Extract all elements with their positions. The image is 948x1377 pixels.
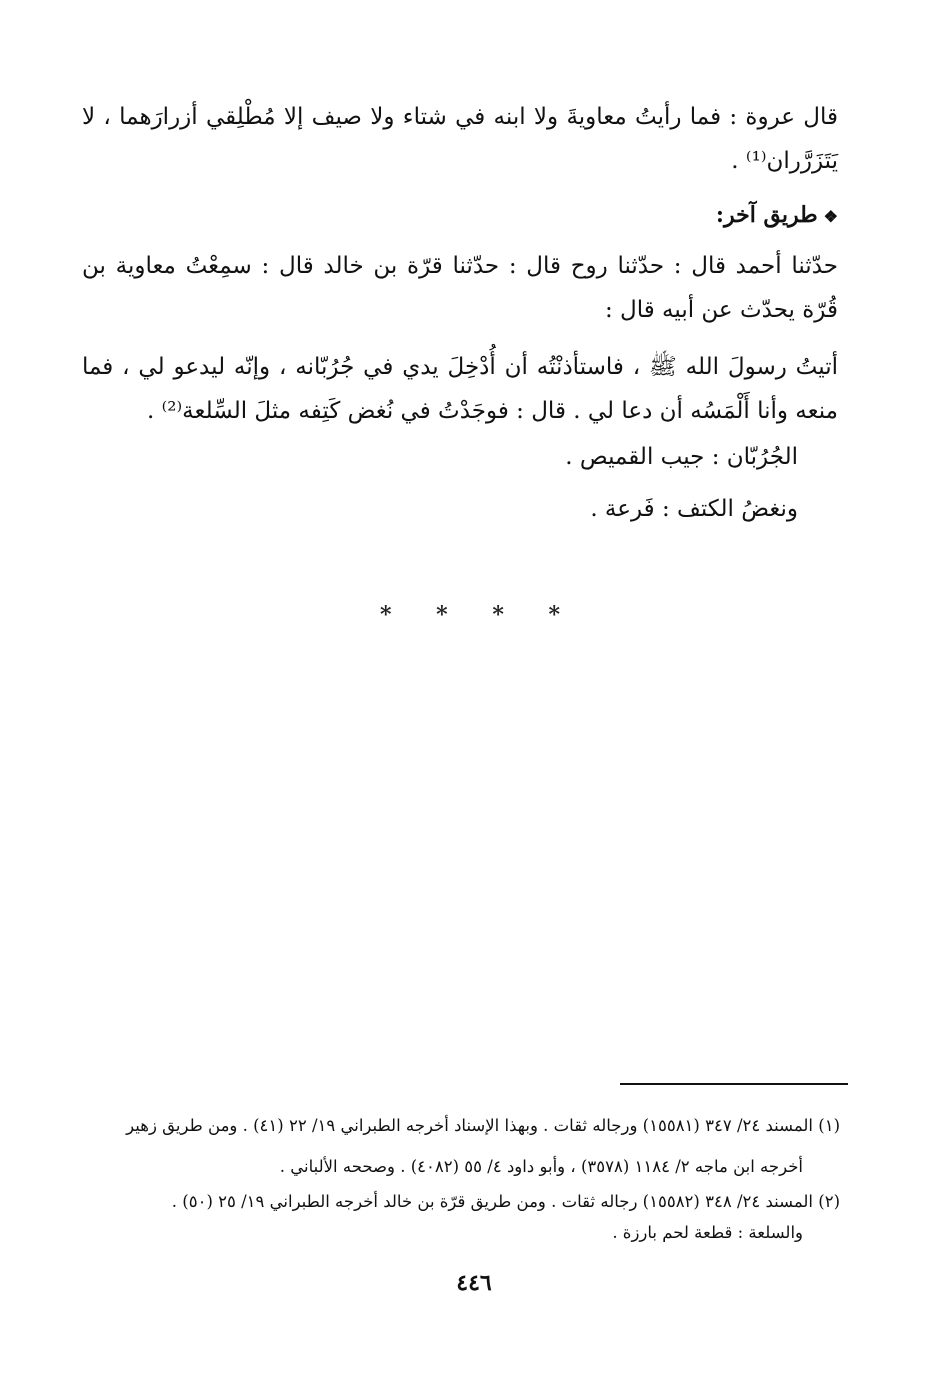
page-number: ٤٤٦ xyxy=(456,1270,492,1296)
footnote-1-line-2: أخرجه ابن ماجه ٢/ ١١٨٤ (٣٥٧٨) ، وأبو داود ٤/ ٥٥ (٤٠٨٢) . وصححه الألباني . xyxy=(279,1157,803,1176)
paragraph-urwa: قال عروة : فما رأيتُ معاويةَ ولا ابنه في شتاء ولا صيف إلا مُطْلِقي أزرارَهما ، لا يَتَزَرَّران⁽¹⁾ . xyxy=(82,104,838,174)
section-heading xyxy=(716,195,838,237)
footnote-rule xyxy=(620,1083,848,1085)
section-separator xyxy=(380,602,560,628)
separator-star: * xyxy=(548,602,560,628)
footnote-2-line-1: (٢) المسند ٢٤/ ٣٤٨ (١٥٥٨٢) رجاله ثقات . ومن طريق قرّة بن خالد أخرجه الطبراني ١٩/ ٢٥ (٥٠) . xyxy=(171,1192,840,1211)
heading-text: طريق آخر: xyxy=(715,202,818,228)
separator-star: * xyxy=(380,602,392,628)
separator-star: * xyxy=(492,602,504,628)
gloss-jurubban: الجُرُبّان : جيب القميص . xyxy=(565,444,798,470)
separator-star: * xyxy=(436,602,448,628)
footnote-2-line-2: والسلعة : قطعة لحم بارزة . xyxy=(612,1223,803,1242)
paragraph-isnad: حدّثنا أحمد قال : حدّثنا روح قال : حدّثنا قرّة بن خالد قال : سمِعْتُ معاوية بن قُرّة يحدّث عن أبيه قال : xyxy=(82,253,838,323)
paragraph-hadith: أتيتُ رسولَ الله ﷺ ، فاستأذنْتُه أن أُدْخِلَ يدي في جُرُبّانه ، وإنّه ليدعو لي ، فما منعه وأنا أَلْمَسُه أن دعا لي . قال : فوجَدْتُ في نُغض كَتِفه مثلَ السِّلعة⁽²⁾ . xyxy=(82,354,838,424)
footnote-1-line-1: (١) المسند ٢٤/ ٣٤٧ (١٥٥٨١) ورجاله ثقات . وبهذا الإسناد أخرجه الطبراني ١٩/ ٢٢ (٤١) . ومن طريق زهير xyxy=(126,1116,840,1135)
gloss-nughd: ونغضُ الكتف : فَرعة . xyxy=(590,496,798,522)
diamond-bullet-icon: ❖ xyxy=(823,207,838,226)
